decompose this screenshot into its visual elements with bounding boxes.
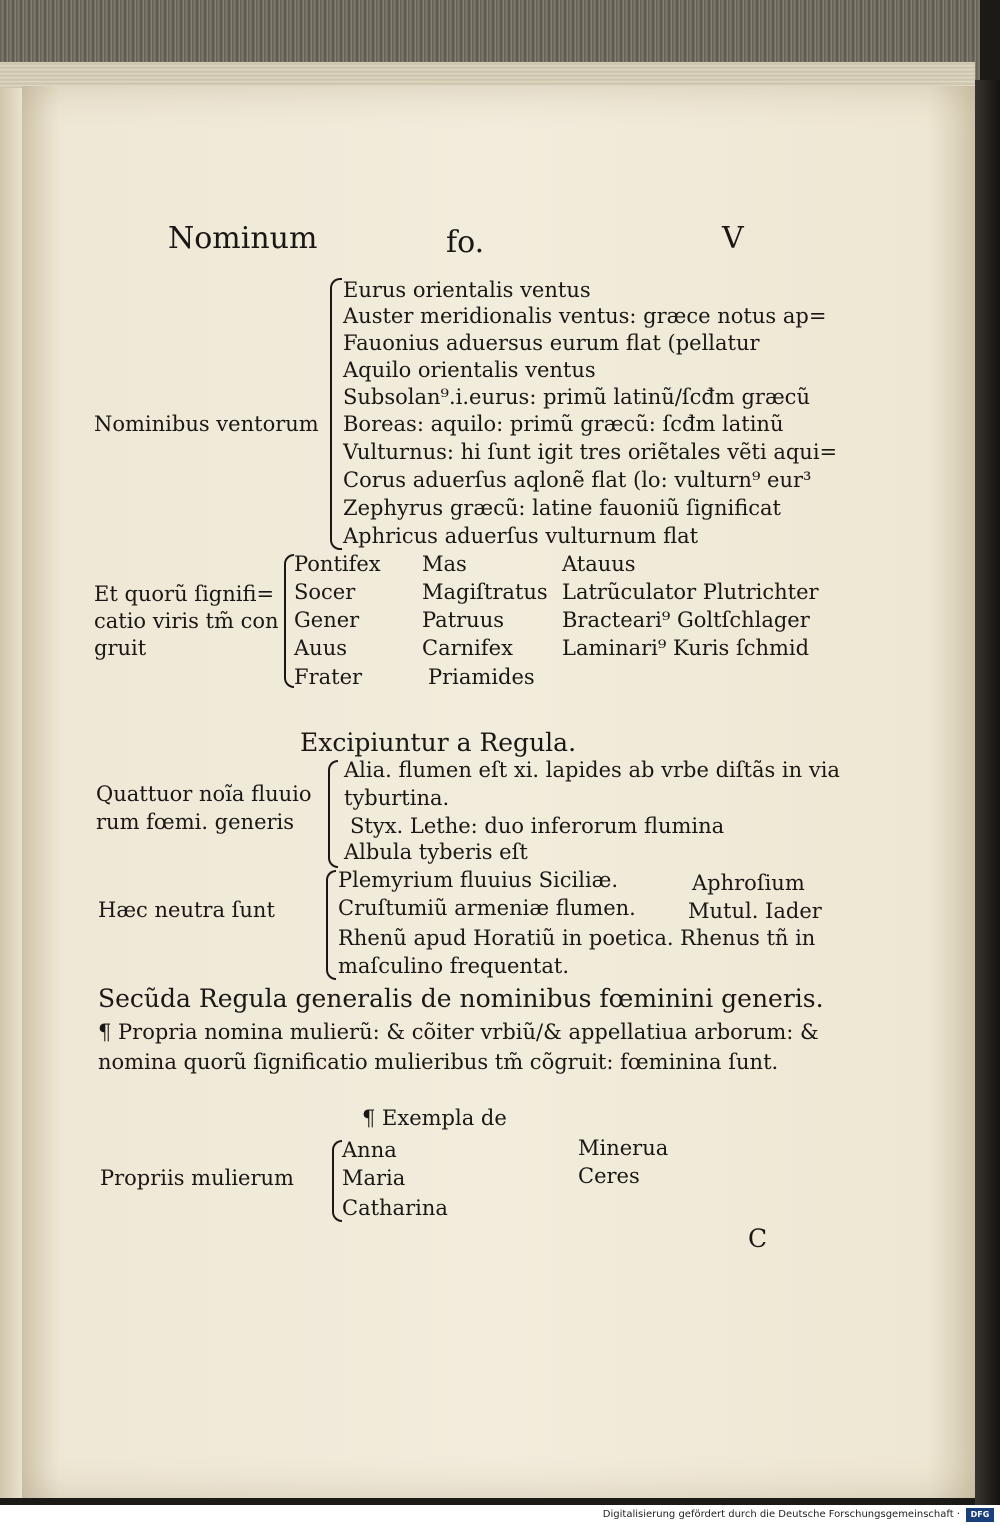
men-col2: Carnifex	[422, 636, 513, 660]
men-col2: Mas	[422, 552, 467, 576]
men-col1: Pontifex	[294, 552, 381, 576]
rivers-label-line: rum fœmi. generis	[96, 810, 295, 834]
rule2-line: ¶ Propria nomina mulierũ: & cõiter vrbiũ/& appellatiua arborum: &	[98, 1020, 819, 1044]
neuter-line: maſculino frequentat.	[338, 954, 569, 978]
river-line: Alia. flumen eſt xi. lapides ab vrbe diſtãs in via	[344, 758, 840, 782]
book-page	[22, 86, 975, 1498]
winds-brace	[330, 278, 342, 550]
book-cover-edge	[975, 80, 1000, 1505]
men-col2: Patruus	[422, 608, 505, 632]
men-col2: Priamides	[428, 665, 535, 689]
winds-line: Eurus orientalis ventus	[343, 278, 591, 302]
winds-line: Vulturnus: hi ſunt igit tres oriẽtales vẽti aqui=	[343, 440, 838, 464]
examples-brace	[332, 1140, 342, 1222]
neuter-line: Rhenũ apud Horatiũ in poetica. Rhenus tñ in	[338, 926, 816, 950]
winds-line: Fauonius aduersus eurum flat (pellatur	[343, 331, 760, 355]
exceptions-heading: Excipiuntur a Regula.	[300, 728, 577, 757]
example-name: Anna	[342, 1138, 397, 1162]
river-line: Albula tyberis eſt	[344, 840, 528, 864]
winds-label: Nominibus ventorum	[94, 412, 319, 436]
left-page-sliver	[0, 88, 22, 1498]
men-col1: Gener	[294, 608, 360, 632]
examples-heading: ¶ Exempla de	[362, 1106, 507, 1130]
men-col1: Socer	[294, 580, 356, 604]
neuter-right: Aphroſium	[692, 871, 805, 895]
neuter-label: Hæc neutra ſunt	[98, 898, 275, 922]
rule2-title: Secũda Regula generalis de nominibus fœminini generis.	[98, 984, 824, 1013]
dfg-logo: DFG	[966, 1508, 994, 1522]
winds-line: Zephyrus græcũ: latine fauoniũ ſignificat	[343, 496, 781, 520]
winds-line: Aquilo orientalis ventus	[343, 358, 596, 382]
winds-line: Aphricus aduerſus vulturnum flat	[343, 524, 699, 548]
neuter-line: Cruſtumiũ armeniæ flumen.	[338, 896, 636, 920]
neuter-right: Mutul. Iader	[688, 899, 822, 923]
running-head-left: Nominum	[168, 221, 318, 256]
funding-credit: Digitalisierung gefördert durch die Deutsche Forschungsgemeinschaft ·	[602, 1509, 960, 1520]
men-col3: Bracteari⁹ Goltſchlager	[562, 608, 810, 632]
winds-line: Auster meridionalis ventus: græce notus ap=	[343, 304, 827, 328]
folio-label: fo.	[446, 225, 485, 260]
men-col3: Latrũculator Plutrichter	[562, 580, 819, 604]
rivers-label-line: Quattuor noĩa fluuio	[96, 782, 312, 806]
winds-line: Corus aduerſus aqlonẽ flat (lo: vulturn⁹ eur³	[343, 468, 812, 492]
river-line: tyburtina.	[344, 786, 450, 810]
example-name: Minerua	[578, 1136, 669, 1160]
footer-bar	[0, 1505, 1000, 1526]
signature-mark: C	[748, 1224, 768, 1253]
men-brace	[284, 554, 294, 688]
men-col1: Frater	[294, 665, 363, 689]
men-label-line: gruit	[94, 636, 147, 660]
folio-number: V	[722, 221, 744, 256]
rivers-brace	[328, 760, 338, 868]
river-line: Styx. Lethe: duo inferorum flumina	[350, 814, 725, 838]
men-label-line: catio viris tm̃ con	[94, 609, 279, 633]
men-label-line: Et quorũ ſignifi=	[94, 582, 275, 606]
winds-line: Boreas: aquilo: primũ græcũ: ſcđm latinũ	[343, 412, 784, 436]
winds-line: Subsolan⁹.i.eurus: primũ latinũ/ſcđm græcũ	[343, 385, 810, 409]
neuter-brace	[326, 870, 336, 980]
examples-label: Propriis mulierum	[100, 1166, 294, 1190]
example-name: Catharina	[342, 1196, 448, 1220]
men-col1: Auus	[294, 636, 347, 660]
rule2-line: nomina quorũ ſignificatio mulieribus tm̃ cõgruit: fœminina ſunt.	[98, 1050, 779, 1074]
neuter-line: Plemyrium fluuius Siciliæ.	[338, 868, 619, 892]
men-col3: Atauus	[562, 552, 636, 576]
example-name: Maria	[342, 1166, 406, 1190]
men-col2: Magiſtratus	[422, 580, 548, 604]
men-col3: Laminari⁹ Kuris ſchmid	[562, 636, 810, 660]
example-name: Ceres	[578, 1164, 640, 1188]
